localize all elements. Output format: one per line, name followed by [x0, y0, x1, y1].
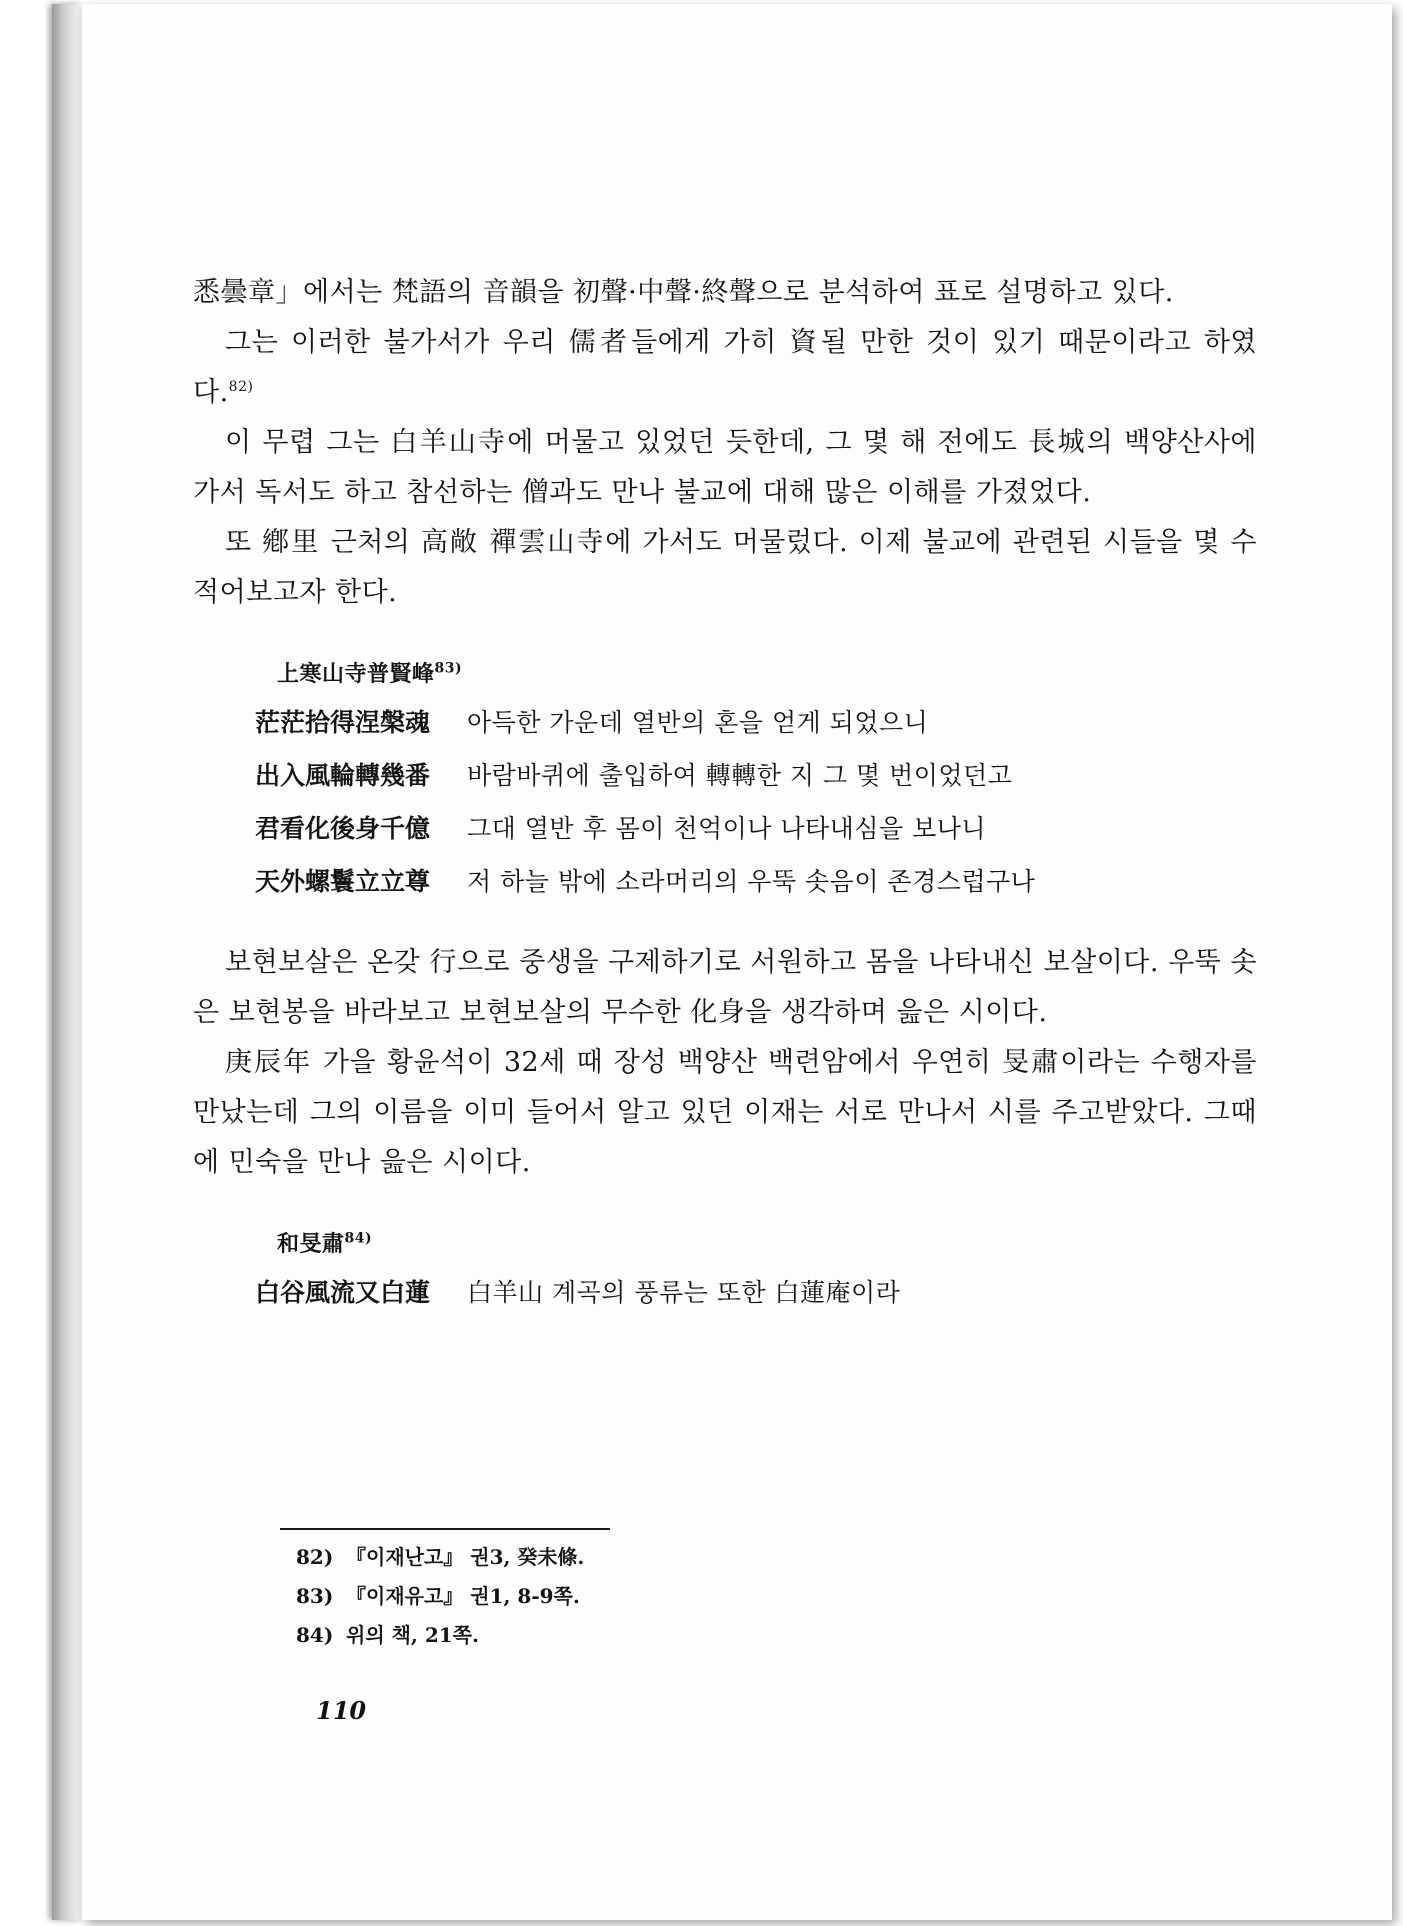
paragraph: 또 鄕里 근처의 高敞 禪雲山寺에 가서도 머물렀다. 이제 불교에 관련된 시들을 몇 수 적어보고자 한다.: [193, 527, 1257, 608]
footnote: 82) 『이재난고』 권3, 癸未條.: [296, 1545, 585, 1569]
paragraph: 보현보살은 온갖 行으로 중생을 구제하기로 서원하고 몸을 나타내신 보살이다. 우뚝 솟은 보현봉을 바라보고 보현보살의 무수한 化身을 생각하며 읊은 시이다.: [193, 947, 1257, 1028]
footnote-ref: 84): [344, 1230, 373, 1247]
paragraph: 悉曇章」에서는 梵語의 音韻을 初聲·中聲·終聲으로 분석하여 표로 설명하고 있다.: [193, 277, 1174, 308]
poem-block: [255, 1222, 1257, 1319]
footnote-ref: 82): [228, 379, 254, 395]
footnote: 84) 위의 책, 21쪽.: [296, 1623, 479, 1647]
poem-line: 出入風輪轉幾番 바람바퀴에 출입하여 轉轉한 지 그 몇 번이었던고: [255, 761, 1013, 790]
footnote-divider: [280, 1528, 610, 1530]
poem-line: 茫茫拾得涅槃魂 아득한 가운데 열반의 혼을 얻게 되었으니: [255, 708, 929, 737]
poem-line: 白谷風流又白蓮 白羊山 계곡의 풍류는 또한 白蓮庵이라: [255, 1278, 901, 1307]
poem-title: 上寒山寺普賢峰$^{83)}$: [277, 660, 463, 687]
book-spine-edge: [52, 4, 82, 1920]
poem-line: 君看化後身千億 그대 열반 후 몸이 천억이나 나타내심을 보나니: [255, 814, 987, 843]
page-number: 110: [316, 1696, 367, 1725]
poem-block: [255, 652, 1257, 908]
footnotes: [296, 1538, 584, 1655]
paragraph: 그는 이러한 불가서가 우리 儒者들에게 가히 資될 만한 것이 있기 때문이라고 하였다.$^{82)}$: [193, 327, 1257, 408]
paragraph: 이 무렵 그는 白羊山寺에 머물고 있었던 듯한데, 그 몇 해 전에도 長城의 백양산사에 가서 독서도 하고 참선하는 僧과도 만나 불교에 대해 많은 이해를 가졌었다.: [193, 427, 1257, 508]
poem-line: 天外螺鬟立立尊 저 하늘 밖에 소라머리의 우뚝 솟음이 존경스럽구나: [255, 867, 1036, 896]
poem-title: 和旻肅$^{84)}$: [277, 1230, 373, 1257]
paragraph: 庚辰年 가을 황윤석이 32세 때 장성 백양산 백련암에서 우연히 旻肅이라는 수행자를 만났는데 그의 이름을 이미 들어서 알고 있던 이재는 서로 만나서 시를 주고받았다. 그때에 민숙을 만나 읊은 시이다.: [193, 1047, 1257, 1178]
body-text: [193, 268, 1257, 1349]
footnote: 83) 『이재유고』 권1, 8-9쪽.: [296, 1584, 580, 1608]
footnote-ref: 83): [434, 660, 463, 677]
